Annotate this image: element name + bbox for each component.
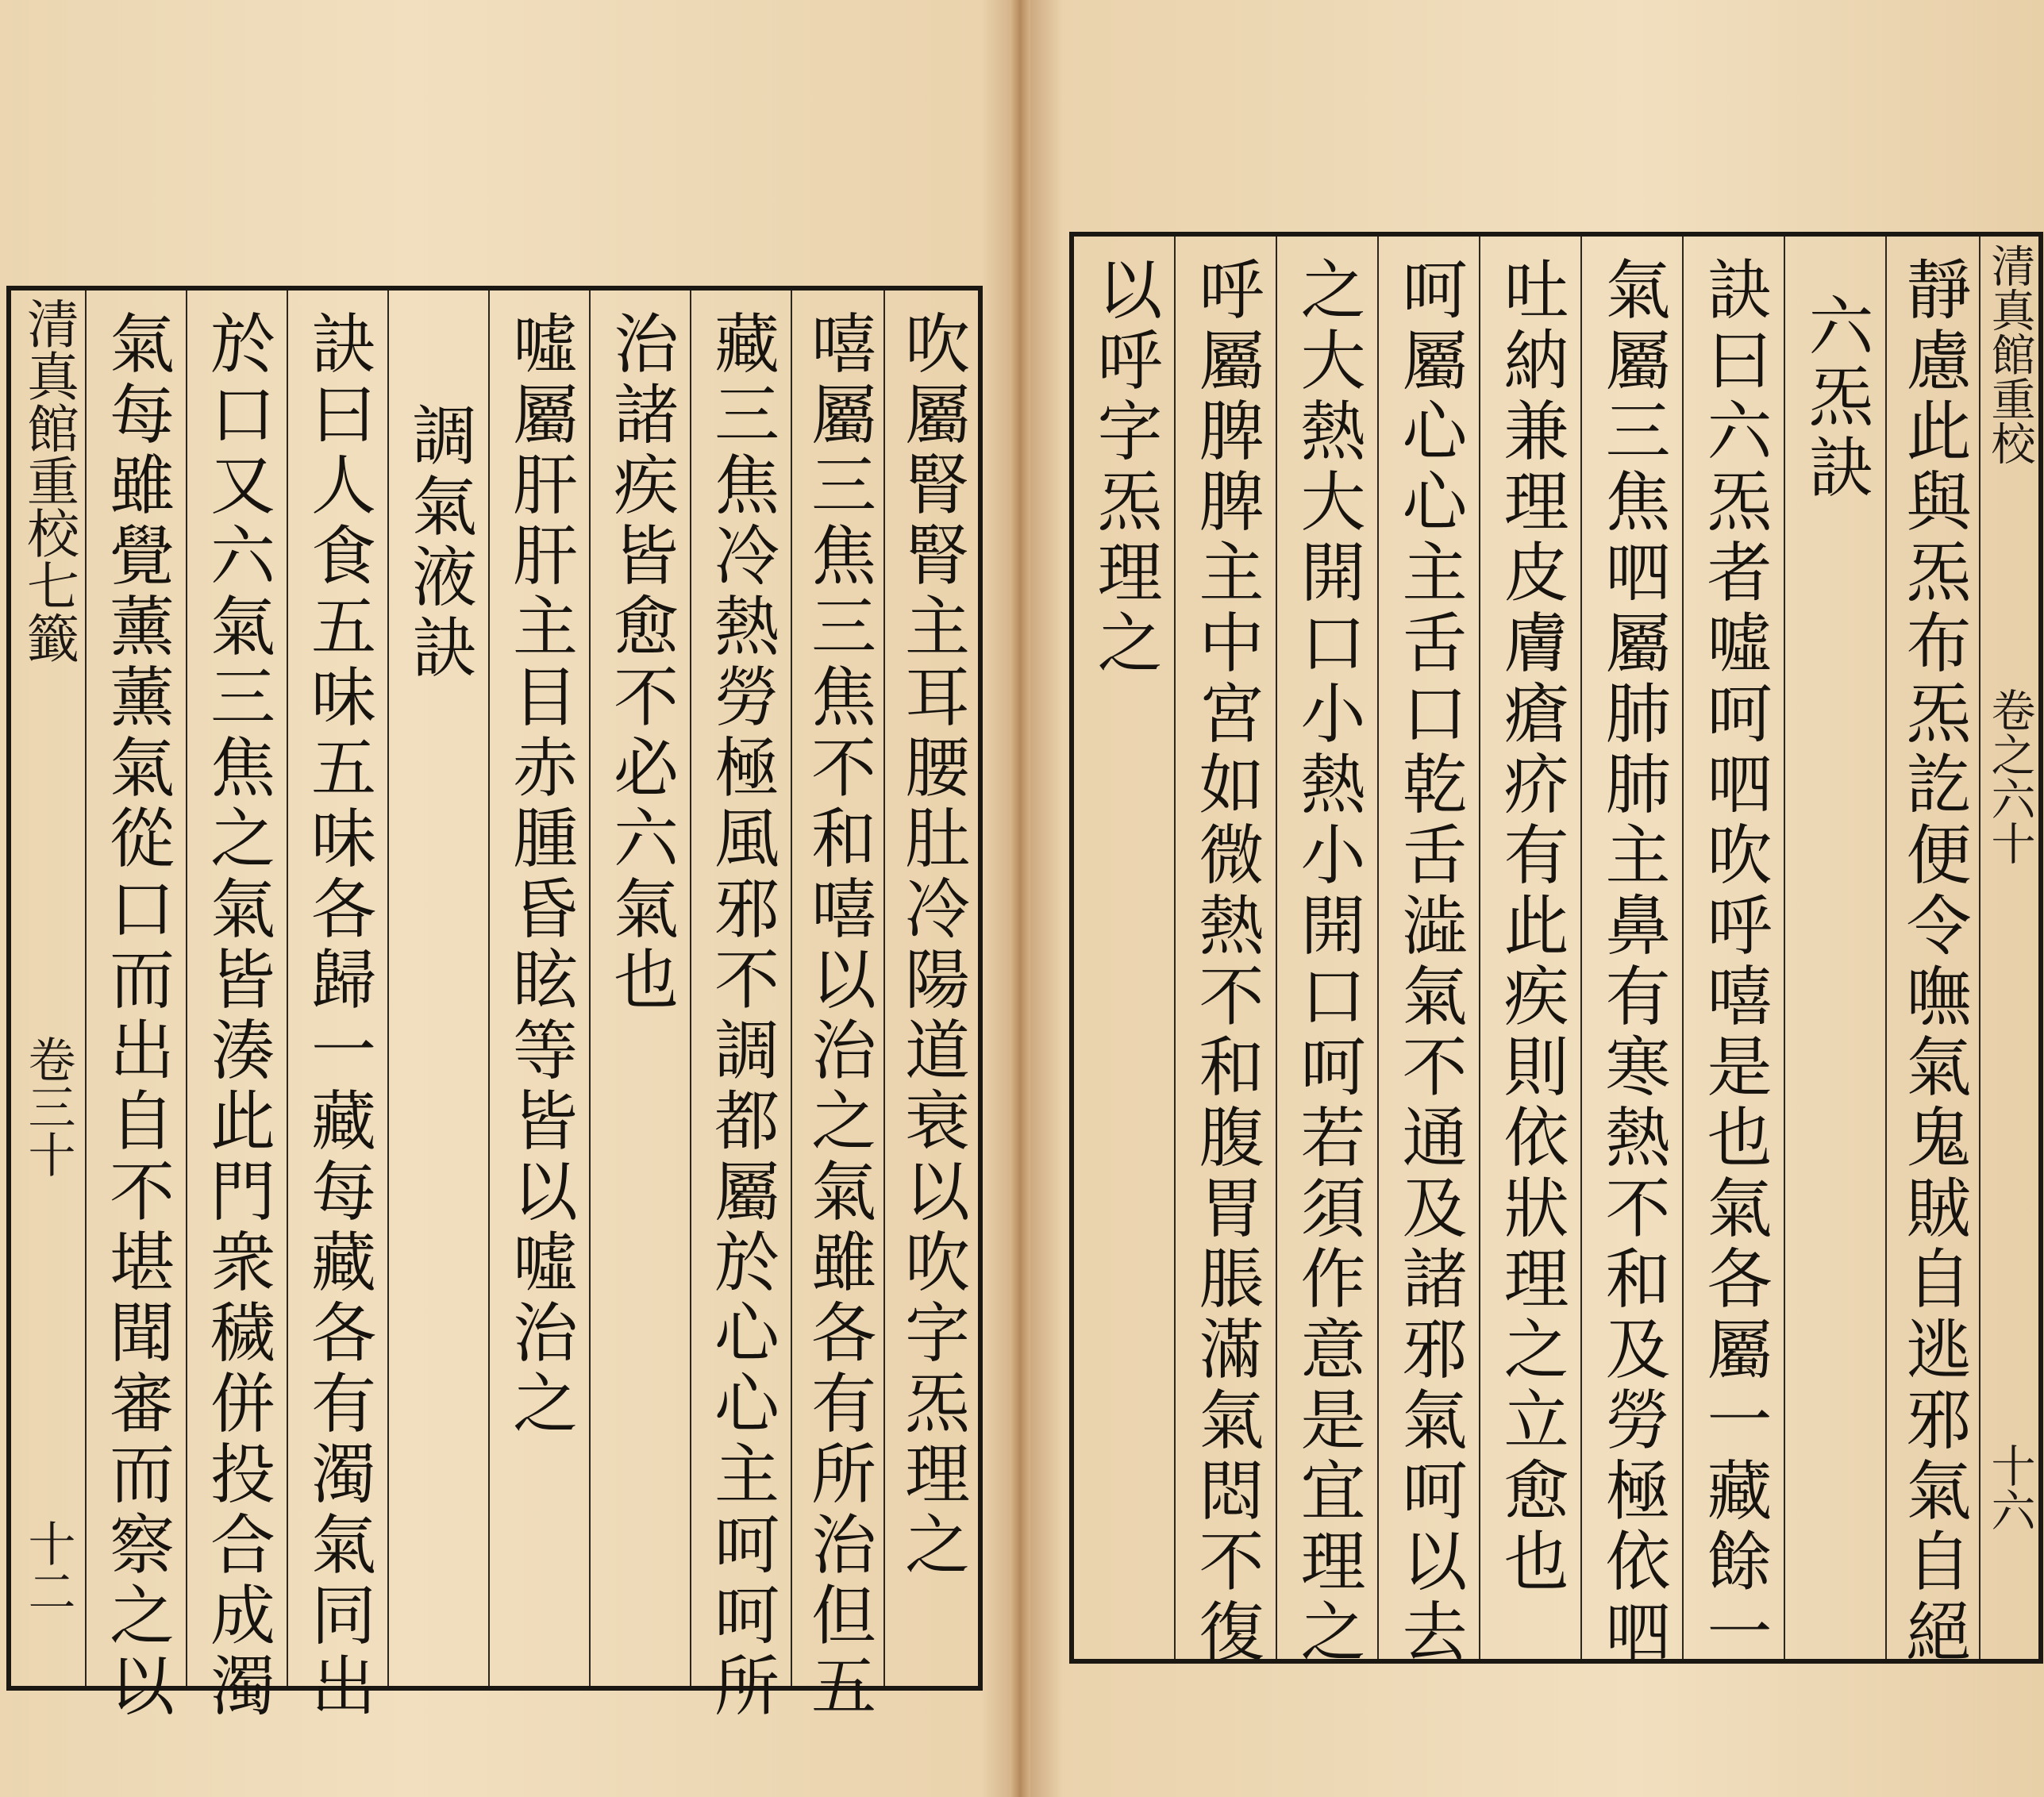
left-column-6-text: 訣曰人食五味五味各歸一藏每藏各有濁氣同出 xyxy=(300,310,376,1722)
left-margin-title: 清真館重校七籤 xyxy=(17,297,79,664)
right-section-heading: 六炁訣 xyxy=(1798,292,1873,504)
right-margin-page: 十六 xyxy=(1984,1443,2036,1532)
left-margin-page: 十二 xyxy=(20,1519,76,1614)
right-column-8 xyxy=(1074,237,1176,1659)
right-column-0-text: 靜慮此與炁布炁訖便令嘸氣鬼賊自逃邪氣自絕 xyxy=(1896,256,1971,1668)
left-column-4-text: 噓屬肝肝主目赤腫昏眩等皆以噓治之 xyxy=(502,310,578,1440)
left-column-5 xyxy=(389,291,490,1686)
right-column-6 xyxy=(1277,237,1379,1668)
right-margin-title: 清真館重校 xyxy=(1984,243,2036,465)
right-column-6-text: 之大熱大開口小熱小開口呵若須作意是宜理之 xyxy=(1290,256,1365,1668)
right-margin-volume: 卷之六十 xyxy=(1984,687,2036,865)
left-column-2 xyxy=(691,291,792,1722)
right-column-2-text: 訣曰六炁者噓呵呬吹呼嘻是也氣各屬一藏餘一 xyxy=(1696,256,1772,1668)
right-column-1 xyxy=(1785,237,1887,1659)
right-column-7 xyxy=(1176,237,1277,1668)
left-column-7-text: 於口又六氣三焦之氣皆湊此門衆穢併投合成濁 xyxy=(199,310,275,1722)
right-page-frame xyxy=(1069,232,2043,1668)
right-column-3 xyxy=(1582,237,1684,1668)
left-column-8-text: 氣每雖覺薰薰氣從口而出自不堪聞審而察之以 xyxy=(98,310,175,1722)
left-column-0-text: 吹屬腎腎主耳腰肚冷陽道衰以吹字炁理之 xyxy=(894,310,970,1581)
left-margin-volume: 卷三十 xyxy=(20,1035,76,1178)
left-page xyxy=(0,0,1016,1797)
right-column-4 xyxy=(1480,237,1582,1659)
right-page xyxy=(1026,0,2044,1797)
left-margin-strip xyxy=(11,291,87,1686)
left-column-7 xyxy=(187,291,288,1722)
left-page-frame xyxy=(6,286,983,1722)
right-column-3-text: 氣屬三焦呬屬肺肺主鼻有寒熱不和及勞極依呬 xyxy=(1595,256,1670,1668)
right-column-5-text: 呵屬心心主舌口乾舌澁氣不通及諸邪氣呵以去 xyxy=(1392,256,1467,1668)
left-column-2-text: 藏三焦冷熱勞極風邪不調都屬於心心主呵呵所 xyxy=(703,310,779,1722)
right-column-8-text: 以呼字炁理之 xyxy=(1087,256,1162,679)
left-column-3-text: 治諸疾皆愈不必六氣也 xyxy=(602,310,679,1016)
left-column-3 xyxy=(591,291,691,1686)
left-column-0 xyxy=(885,291,978,1686)
right-column-2 xyxy=(1684,237,1785,1668)
left-column-6 xyxy=(288,291,389,1722)
right-column-5 xyxy=(1379,237,1480,1668)
left-section-heading: 調氣液訣 xyxy=(401,402,477,684)
right-margin-strip xyxy=(1980,237,2038,1659)
left-column-4 xyxy=(490,291,591,1686)
left-column-1 xyxy=(792,291,885,1722)
left-column-8 xyxy=(87,291,187,1722)
right-column-7-text: 呼屬脾脾主中宮如微熱不和腹胃脹滿氣悶不復 xyxy=(1188,256,1264,1668)
right-column-0 xyxy=(1887,237,1980,1668)
left-column-1-text: 嘻屬三焦三焦不和嘻以治之氣雖各有所治但五 xyxy=(800,310,876,1722)
right-column-4-text: 吐納兼理皮膚瘡疥有此疾則依狀理之立愈也 xyxy=(1493,256,1569,1598)
